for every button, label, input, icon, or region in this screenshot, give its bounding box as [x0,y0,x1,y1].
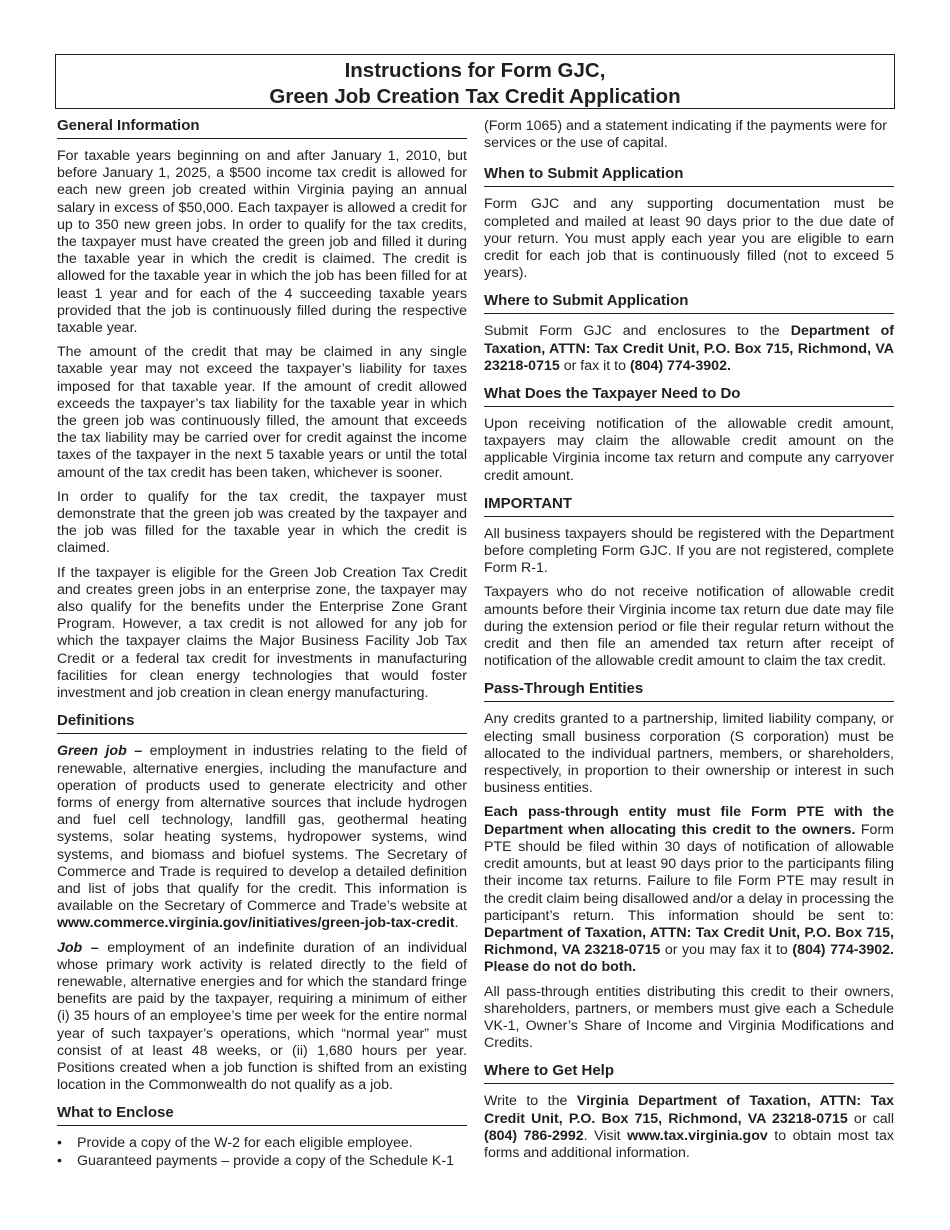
general-information-section [57,116,467,702]
definitions-section [57,711,467,1094]
taxpayer-todo-paragraph: Upon receiving notification of the allowable credit amount, taxpayers may claim the allowable credit amount on the applicable Virginia income tax return and compute any carryover credit amount. [484,416,894,484]
green-job-term: Green job – [57,743,143,760]
pass-through-paragraph-1: Any credits granted to a partnership, limited liability company, or electing small business corporation (S corporation) must be allocated to the individual partners, members, or shareholders, respectively, in proportion to their ownership or interest in such business entities. [484,711,894,797]
title-line-1: Instructions for Form GJC, [344,59,606,82]
green-job-definition [57,743,467,932]
general-paragraph-3: In order to qualify for the tax credit, the taxpayer must demonstrate that the green job was created by the taxpayer and the job was filled for the taxable year in which the credit is claimed. [57,488,467,557]
where-text-mid: or fax it to [559,357,630,374]
fax-number: (804) 774-3902. [629,357,731,374]
where-text: Submit Form GJC and enclosures to the [484,323,791,340]
page-title [55,54,895,109]
where-to-submit-paragraph [484,323,894,375]
help-address: Virginia Department of Taxation, ATTN: Tax Credit Unit, P.O. Box 715, Richmond, VA 23218-0715 [484,1093,894,1127]
job-definition [57,940,467,1095]
when-to-submit-paragraph: Form GJC and any supporting documentation must be completed and mailed at least 90 days prior to the due date of your return. You must apply each year you are eligible to earn credit for each job that is continuously filled (not to exceed 5 years). [484,196,894,282]
general-paragraph-2: The amount of the credit that may be claimed in any single taxable year may not exceed the taxpayer’s liability for taxes imposed for that taxable year. If the amount of credit allowed exceeds the taxpayer’s tax liability for the taxable year in which the green job was continuously filled, the amount that exceeds the tax liability may be carried over for credit against the income taxes of the taxpayer in the next 5 taxable years or until the total amount of the tax credit has been taken, whichever is sooner. [57,344,467,481]
pass-through-heading: Pass-Through Entities [484,679,894,702]
important-paragraph-1: All business taxpayers should be registered with the Department before completing Form GJC. If you are not registered, complete Form R-1. [484,525,894,577]
important-heading: IMPORTANT [484,494,894,517]
pte-address: Department of Taxation, ATTN: Tax Credit Unit, P.O. Box 715, Richmond, VA 23218-0715 [484,924,894,959]
title-line-2: Green Job Creation Tax Credit Application [269,85,681,108]
pass-through-paragraph-3: All pass-through entities distributing this credit to their owners, shareholders, partners, or members must give each a Schedule VK-1, Owner’s Share of Income and Virginia Modifications and Credits. [484,983,894,1052]
list-item [57,1153,467,1170]
green-job-text: employment in industries relating to the field of renewable, alternative energies, including the manufacture and operation of products used to generate electricity and other forms of energy from alternative sources that include hydrogen and fuel cell technology, landfill gas, geothermal heating systems, solar heating systems, hydropower systems, wind systems, and biomass and biofuel systems. The Secretary of Commerce and Trade is required to develop a detailed definition and list of jobs that qualify for the credit. This information is available on the Secretary of Commerce and Trade’s website at [57,743,467,915]
definitions-heading: Definitions [57,711,467,734]
right-column [484,116,894,1171]
enclose-item-2: Guaranteed payments – provide a copy of the Schedule K-1 [77,1152,454,1169]
what-to-enclose-heading: What to Enclose [57,1103,467,1126]
when-to-submit-section [484,164,894,282]
where-to-submit-heading: Where to Submit Application [484,291,894,314]
job-term: Job – [57,939,99,956]
what-to-enclose-section [57,1103,467,1169]
help-paragraph [484,1093,894,1162]
important-paragraph-2: Taxpayers who do not receive notification of allowable credit amounts before their Virginia income tax return due date may file during the extension period or file their regular return without the credit and then file an amended tax return after receipt of notification of the allowable credit amount to claim the tax credit. [484,584,894,670]
pass-through-section [484,679,894,1052]
help-text-mid2: . Visit [583,1127,628,1144]
left-column [57,116,467,1179]
bullet-icon: • [57,1135,62,1152]
list-item [57,1135,467,1152]
help-text: Write to the [484,1093,577,1110]
pte-fax: (804) 774-3902. Please do not do both. [484,942,894,976]
where-to-submit-section [484,291,894,375]
commerce-website-link[interactable]: www.commerce.virginia.gov/initiatives/green-job-tax-credit [57,915,455,932]
green-job-end: . [454,915,459,932]
when-to-submit-heading: When to Submit Application [484,164,894,187]
pte-text: Form PTE should be filed within 30 days of notification of allowable credit amounts, but at least 90 days prior to the participants filing their income tax returns. Failure to file Form PTE may result in the credit claim being disallowed and/or a delay in processing the participant’s return. This information should be sent to: [484,821,894,924]
pass-through-paragraph-2 [484,804,894,976]
enclose-item-2-continued: (Form 1065) and a statement indicating if the payments were for services or the use of capital. [484,118,887,152]
general-paragraph-4: If the taxpayer is eligible for the Green Job Creation Tax Credit and creates green jobs in an enterprise zone, the taxpayer may also qualify for the benefits under the Enterprise Zone Grant Program. However, a tax credit is not allowed for any job for which the taxpayer claims the Major Business Facility Job Tax Credit or a federal tax credit for investments in manufacturing facilities for clean energy technologies that would foster investment and job creation in clean energy manufacturing. [57,564,467,702]
bullet-icon: • [57,1152,62,1169]
general-information-heading: General Information [57,116,467,139]
taxpayer-todo-section [484,384,894,485]
help-text-end: to obtain most tax forms and additional information. [484,1127,894,1161]
taxpayer-todo-heading: What Does the Taxpayer Need to Do [484,384,894,407]
help-phone: (804) 786-2992 [484,1127,584,1144]
pte-requirement: Each pass-through entity must file Form PTE with the Department when allocating this credit to the owners. [484,804,894,838]
enclose-item-1: Provide a copy of the W-2 for each eligible employee. [77,1135,413,1152]
help-text-mid: or call [847,1110,894,1127]
enclose-list [57,1135,467,1169]
important-section [484,494,894,671]
pte-text-mid: or you may fax it to [660,942,793,959]
tax-website-link[interactable]: www.tax.virginia.gov [627,1127,768,1144]
where-to-get-help-heading: Where to Get Help [484,1061,894,1084]
department-address: Department of Taxation, ATTN: Tax Credit Unit, P.O. Box 715, Richmond, VA 23218-0715 [484,323,894,374]
general-paragraph-1: For taxable years beginning on and after January 1, 2010, but before January 1, 2025, a $500 income tax credit is allowed for each new green job created within Virginia paying an annual salary in excess of $50,000. Each taxpayer is allowed a credit for up to 350 new green jobs. In order to qualify for the tax credits, the taxpayer must have created the green job and filled it during the taxable year in which the credit is claimed. The credit is allowed for the taxable year in which the job has been filled for at least 1 year and for each of the 4 succeeding taxable years provided that the job is continuously filled during the respective taxable year. [57,148,467,337]
job-text: employment of an indefinite duration of an individual whose primary work activity is related directly to the field of renewable, alternative energies and for which the standard fringe benefits are paid by the taxpayer, requiring a minimum of either (i) 35 hours of an employee’s time per week for the entire normal year of such taxpayer’s operations, which “normal year” must consist of at least 48 weeks, or (ii) 1,680 hours per year. Positions created when a job function is shifted from an existing location in the Commonwealth do not qualify as a job. [57,939,467,1094]
where-to-get-help-section [484,1061,894,1162]
